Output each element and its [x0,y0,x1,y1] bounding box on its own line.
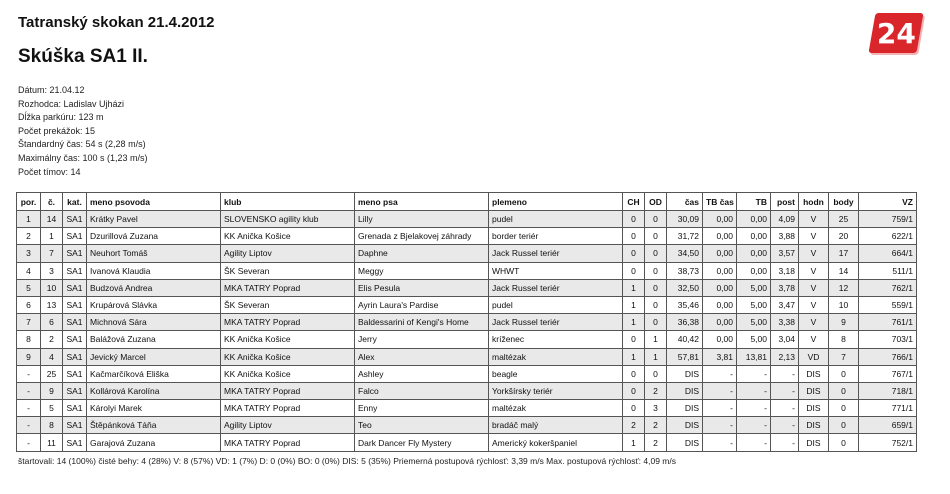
cell-category: SA1 [63,331,87,348]
table-row [17,211,917,228]
cell-total-faults: 5,00 [737,331,771,348]
info-obstacles: Počet prekážok: 15 [18,125,96,136]
column-header-points: body [829,193,859,211]
cell-course-faults: 0 [623,400,645,417]
cell-time: DIS [667,400,703,417]
cell-refusals: 2 [645,382,667,399]
cell-rating: DIS [799,434,829,451]
cell-speed: - [771,400,799,417]
cell-speed: 3,38 [771,314,799,331]
cell-rating: V [799,228,829,245]
cell-handler: Budzová Andrea [87,279,221,296]
brand-logo[interactable] [868,13,923,53]
cell-time: 34,50 [667,245,703,262]
cell-refusals: 0 [645,228,667,245]
cell-time-faults: - [703,365,737,382]
column-header-total-faults: TB [737,193,771,211]
cell-time: 35,46 [667,296,703,313]
cell-licence: 703/1 [859,331,917,348]
cell-speed: - [771,382,799,399]
cell-licence: 761/1 [859,314,917,331]
cell-total-faults: 5,00 [737,279,771,296]
cell-refusals: 0 [645,262,667,279]
cell-course-faults: 2 [623,417,645,434]
cell-start-number: 8 [41,417,63,434]
cell-points: 9 [829,314,859,331]
table-row [17,296,917,313]
cell-handler: Garajová Zuzana [87,434,221,451]
cell-category: SA1 [63,400,87,417]
cell-time: DIS [667,417,703,434]
cell-handler: Jevický Marcel [87,348,221,365]
cell-handler: Balážová Zuzana [87,331,221,348]
cell-time-faults: - [703,417,737,434]
column-header-refusals: OD [645,193,667,211]
cell-points: 17 [829,245,859,262]
column-header-rank: por. [17,193,41,211]
cell-total-faults: 0,00 [737,228,771,245]
run-info [18,84,148,179]
cell-refusals: 0 [645,314,667,331]
results-table [16,192,917,452]
cell-rank: 6 [17,296,41,313]
cell-course-faults: 0 [623,262,645,279]
cell-course-faults: 0 [623,228,645,245]
cell-category: SA1 [63,262,87,279]
cell-rank: 5 [17,279,41,296]
cell-licence: 762/1 [859,279,917,296]
cell-breed: Jack Russel teriér [489,279,623,296]
cell-dog-name: Ayrin Laura's Pardise [355,296,489,313]
cell-category: SA1 [63,245,87,262]
cell-course-faults: 0 [623,365,645,382]
cell-course-faults: 1 [623,434,645,451]
cell-handler: Štěpánková Táňa [87,417,221,434]
cell-time-faults: 0,00 [703,296,737,313]
cell-refusals: 3 [645,400,667,417]
cell-breed: border teriér [489,228,623,245]
cell-handler: Kačmarčíková Eliška [87,365,221,382]
cell-start-number: 10 [41,279,63,296]
cell-total-faults: 5,00 [737,296,771,313]
cell-speed: 3,78 [771,279,799,296]
table-row [17,382,917,399]
cell-handler: Ivanová Klaudia [87,262,221,279]
column-header-speed: post [771,193,799,211]
cell-rank: - [17,382,41,399]
cell-refusals: 2 [645,417,667,434]
cell-club: MKA TATRY Poprad [221,400,355,417]
column-header-handler: meno psovoda [87,193,221,211]
cell-rank: 7 [17,314,41,331]
cell-rank: - [17,417,41,434]
cell-handler: Krupárová Slávka [87,296,221,313]
cell-dog-name: Grenada z Bjelakovej záhrady [355,228,489,245]
cell-club: KK Anička Košice [221,365,355,382]
cell-club: Agility Liptov [221,245,355,262]
cell-time-faults: 0,00 [703,228,737,245]
column-header-dog-name: meno psa [355,193,489,211]
table-row [17,434,917,451]
cell-start-number: 2 [41,331,63,348]
cell-club: ŠK Severan [221,262,355,279]
cell-total-faults: - [737,365,771,382]
cell-start-number: 25 [41,365,63,382]
cell-rating: V [799,245,829,262]
cell-time: 40,42 [667,331,703,348]
cell-rating: V [799,314,829,331]
cell-licence: 759/1 [859,211,917,228]
table-row [17,348,917,365]
cell-dog-name: Enny [355,400,489,417]
cell-dog-name: Jerry [355,331,489,348]
cell-time-faults: - [703,382,737,399]
cell-rating: DIS [799,400,829,417]
cell-breed: WHWT [489,262,623,279]
table-row [17,245,917,262]
cell-licence: 767/1 [859,365,917,382]
cell-course-faults: 1 [623,296,645,313]
cell-total-faults: 0,00 [737,262,771,279]
cell-refusals: 1 [645,348,667,365]
cell-rank: 8 [17,331,41,348]
cell-licence: 659/1 [859,417,917,434]
cell-licence: 622/1 [859,228,917,245]
info-standard-time: Štandardný čas: 54 s (2,28 m/s) [18,139,146,150]
cell-speed: 4,09 [771,211,799,228]
cell-handler: Krátky Pavel [87,211,221,228]
cell-dog-name: Ashley [355,365,489,382]
cell-dog-name: Teo [355,417,489,434]
cell-rating: DIS [799,417,829,434]
cell-speed: - [771,365,799,382]
info-max-time: Maximálny čas: 100 s (1,23 m/s) [18,152,148,163]
column-header-time-faults: TB čas [703,193,737,211]
table-row [17,262,917,279]
info-date: Dátum: 21.04.12 [18,85,85,95]
cell-rank: - [17,434,41,451]
column-header-start-number: č. [41,193,63,211]
cell-licence: 718/1 [859,382,917,399]
cell-time-faults: 0,00 [703,331,737,348]
cell-category: SA1 [63,348,87,365]
cell-time: 36,38 [667,314,703,331]
cell-time: 57,81 [667,348,703,365]
cell-time-faults: 0,00 [703,211,737,228]
column-header-rating: hodn [799,193,829,211]
cell-breed: maltézak [489,348,623,365]
cell-time: 32,50 [667,279,703,296]
cell-breed: Yorkšírsky teriér [489,382,623,399]
cell-category: SA1 [63,211,87,228]
cell-course-faults: 1 [623,348,645,365]
cell-rating: DIS [799,365,829,382]
cell-speed: 3,47 [771,296,799,313]
cell-rank: - [17,400,41,417]
cell-total-faults: 5,00 [737,314,771,331]
cell-rank: 3 [17,245,41,262]
info-team-count: Počet tímov: 14 [18,166,81,177]
cell-start-number: 5 [41,400,63,417]
cell-course-faults: 0 [623,331,645,348]
cell-speed: 3,88 [771,228,799,245]
cell-breed: Jack Russel teriér [489,314,623,331]
info-course-length: Dĺžka parkúru: 123 m [18,112,104,123]
cell-club: MKA TATRY Poprad [221,382,355,399]
cell-start-number: 14 [41,211,63,228]
cell-rating: DIS [799,382,829,399]
cell-start-number: 9 [41,382,63,399]
cell-dog-name: Daphne [355,245,489,262]
cell-refusals: 0 [645,279,667,296]
table-row [17,365,917,382]
cell-breed: Americký kokeršpaniel [489,434,623,451]
cell-dog-name: Baldessarini of Kengi's Home [355,314,489,331]
column-header-time: čas [667,193,703,211]
cell-handler: Kollárová Karolína [87,382,221,399]
cell-handler: Károlyi Marek [87,400,221,417]
cell-time-faults: - [703,400,737,417]
cell-time-faults: - [703,434,737,451]
cell-breed: beagle [489,365,623,382]
cell-rating: V [799,262,829,279]
cell-points: 10 [829,296,859,313]
cell-handler: Neuhort Tomáš [87,245,221,262]
cell-start-number: 13 [41,296,63,313]
cell-course-faults: 1 [623,279,645,296]
table-row [17,331,917,348]
cell-course-faults: 0 [623,245,645,262]
cell-licence: 511/1 [859,262,917,279]
cell-speed: 3,57 [771,245,799,262]
cell-start-number: 6 [41,314,63,331]
cell-points: 8 [829,331,859,348]
cell-total-faults: 13,81 [737,348,771,365]
cell-rating: V [799,279,829,296]
cell-club: MKA TATRY Poprad [221,279,355,296]
cell-refusals: 0 [645,365,667,382]
cell-rank: 4 [17,262,41,279]
cell-category: SA1 [63,279,87,296]
cell-dog-name: Alex [355,348,489,365]
cell-points: 0 [829,434,859,451]
cell-breed: bradáč malý [489,417,623,434]
cell-breed: Jack Russel teriér [489,245,623,262]
cell-time-faults: 0,00 [703,314,737,331]
cell-time: DIS [667,382,703,399]
cell-category: SA1 [63,434,87,451]
cell-points: 0 [829,400,859,417]
cell-total-faults: 0,00 [737,211,771,228]
cell-category: SA1 [63,228,87,245]
table-body [17,211,917,452]
cell-course-faults: 1 [623,314,645,331]
cell-dog-name: Dark Dancer Fly Mystery [355,434,489,451]
cell-time: 38,73 [667,262,703,279]
cell-points: 25 [829,211,859,228]
cell-time: 30,09 [667,211,703,228]
column-header-course-faults: CH [623,193,645,211]
cell-club: Agility Liptov [221,417,355,434]
cell-breed: pudel [489,296,623,313]
cell-speed: - [771,434,799,451]
cell-speed: 2,13 [771,348,799,365]
cell-points: 0 [829,417,859,434]
cell-speed: 3,04 [771,331,799,348]
cell-total-faults: - [737,382,771,399]
cell-refusals: 2 [645,434,667,451]
cell-dog-name: Lilly [355,211,489,228]
cell-refusals: 0 [645,211,667,228]
column-header-breed: plemeno [489,193,623,211]
cell-points: 14 [829,262,859,279]
cell-dog-name: Falco [355,382,489,399]
cell-points: 0 [829,365,859,382]
cell-category: SA1 [63,296,87,313]
cell-club: KK Anička Košice [221,228,355,245]
cell-rating: VD [799,348,829,365]
cell-points: 12 [829,279,859,296]
cell-rating: V [799,331,829,348]
cell-handler: Dzurillová Zuzana [87,228,221,245]
cell-breed: pudel [489,211,623,228]
cell-rank: 2 [17,228,41,245]
cell-time: DIS [667,434,703,451]
table-row [17,400,917,417]
cell-start-number: 11 [41,434,63,451]
cell-refusals: 0 [645,296,667,313]
cell-time: 31,72 [667,228,703,245]
cell-licence: 752/1 [859,434,917,451]
cell-time-faults: 0,00 [703,245,737,262]
cell-breed: maltézak [489,400,623,417]
cell-time-faults: 0,00 [703,279,737,296]
cell-rank: - [17,365,41,382]
table-row [17,314,917,331]
cell-start-number: 4 [41,348,63,365]
cell-licence: 664/1 [859,245,917,262]
cell-category: SA1 [63,382,87,399]
cell-club: KK Anička Košice [221,348,355,365]
cell-category: SA1 [63,417,87,434]
info-judge: Rozhodca: Ladislav Ujházi [18,98,125,109]
table-row [17,228,917,245]
cell-total-faults: - [737,417,771,434]
cell-points: 7 [829,348,859,365]
table-row [17,279,917,296]
cell-club: SLOVENSKO agility klub [221,211,355,228]
cell-breed: kríženec [489,331,623,348]
page-title: Skúška SA1 II. [18,46,148,67]
column-header-club: klub [221,193,355,211]
table-header-row [17,193,917,211]
cell-course-faults: 0 [623,382,645,399]
cell-rank: 9 [17,348,41,365]
cell-rating: V [799,211,829,228]
summary-footer: štartovali: 14 (100%) čisté behy: 4 (28%) V: 8 (57%) VD: 1 (7%) D: 0 (0%) BO: 0 (0%) DIS: 5 (35%) Priemerná postupová rýchlosť: 3,39 m/s Max. postupová rýchlosť: 4,09 m/s [18,456,676,466]
cell-licence: 766/1 [859,348,917,365]
cell-club: MKA TATRY Poprad [221,314,355,331]
logo-text: 24 [876,16,916,50]
cell-category: SA1 [63,314,87,331]
event-title: Tatranský skokan 21.4.2012 [18,14,215,31]
cell-club: MKA TATRY Poprad [221,434,355,451]
cell-dog-name: Meggy [355,262,489,279]
cell-total-faults: - [737,400,771,417]
cell-refusals: 1 [645,331,667,348]
table-row [17,417,917,434]
column-header-licence: VZ [859,193,917,211]
cell-rank: 1 [17,211,41,228]
cell-course-faults: 0 [623,211,645,228]
cell-rating: V [799,296,829,313]
cell-dog-name: Elis Pesula [355,279,489,296]
cell-time-faults: 0,00 [703,262,737,279]
cell-licence: 559/1 [859,296,917,313]
cell-total-faults: - [737,434,771,451]
column-header-category: kat. [63,193,87,211]
cell-speed: 3,18 [771,262,799,279]
cell-category: SA1 [63,365,87,382]
cell-start-number: 1 [41,228,63,245]
cell-time: DIS [667,365,703,382]
cell-start-number: 3 [41,262,63,279]
cell-handler: Michnová Sára [87,314,221,331]
cell-total-faults: 0,00 [737,245,771,262]
cell-points: 20 [829,228,859,245]
cell-start-number: 7 [41,245,63,262]
cell-time-faults: 3,81 [703,348,737,365]
cell-licence: 771/1 [859,400,917,417]
cell-speed: - [771,417,799,434]
cell-club: KK Anička Košice [221,331,355,348]
cell-points: 0 [829,382,859,399]
cell-club: ŠK Severan [221,296,355,313]
cell-refusals: 0 [645,245,667,262]
